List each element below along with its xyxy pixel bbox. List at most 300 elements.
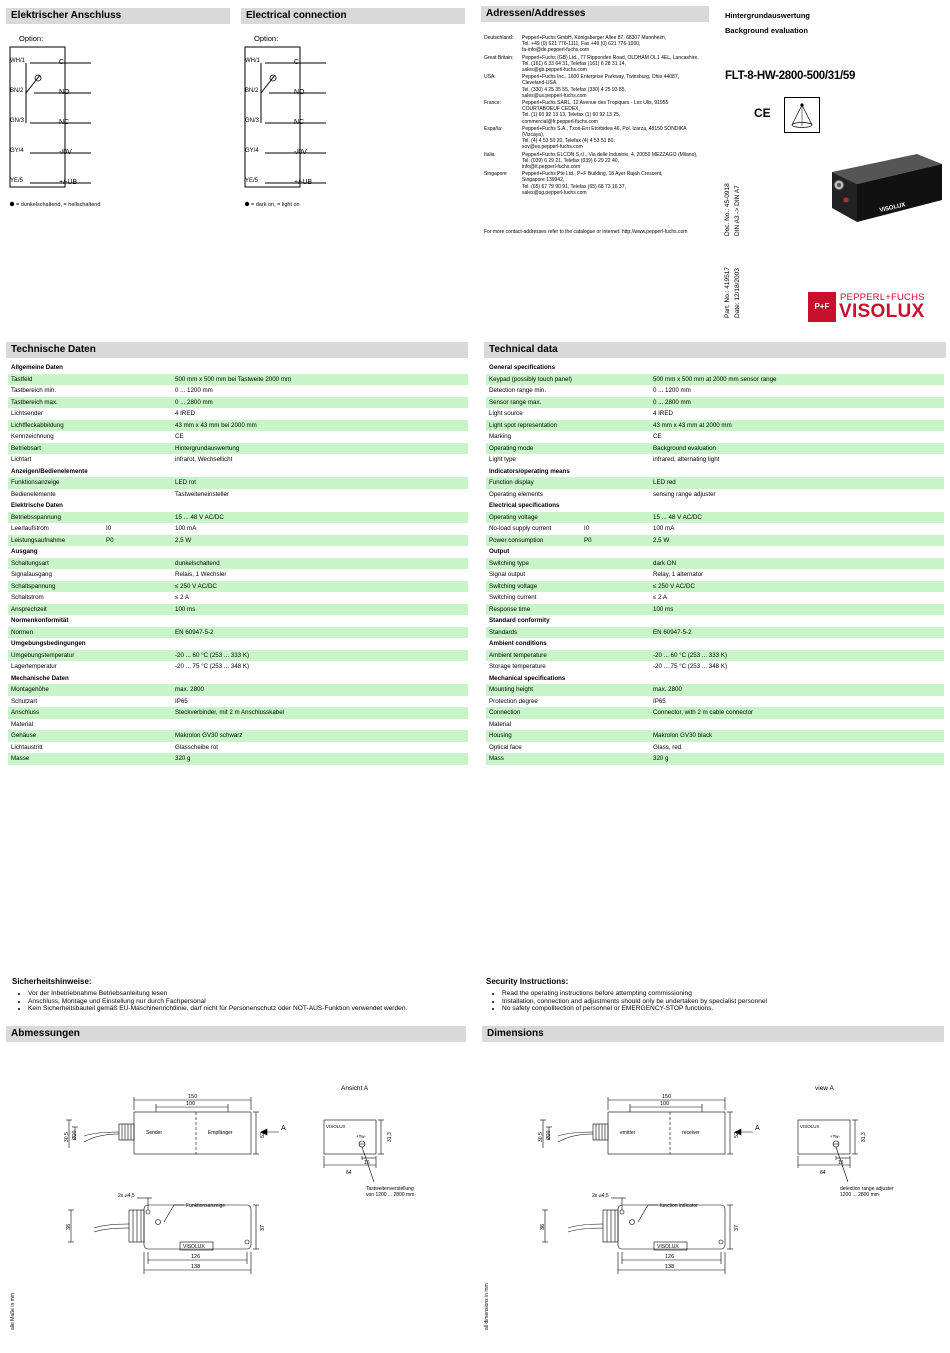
sensor-cone-icon (784, 97, 820, 133)
adjuster-label: 1200 ... 2800 mm (840, 1192, 879, 1198)
dimension-drawing (480, 1052, 920, 1332)
wiring-diagram-en (241, 30, 465, 212)
dimension-label: Ansicht A (341, 1085, 369, 1092)
table-row (486, 454, 944, 466)
row-symbol (581, 673, 650, 685)
row-value: LED red (650, 477, 944, 489)
table-row (8, 408, 468, 420)
row-symbol (581, 615, 650, 627)
table-row (486, 742, 944, 754)
address-country: Italia (484, 151, 495, 158)
row-value: max. 2800 (172, 684, 468, 696)
dimension-label: VISOLUX (800, 1124, 820, 1129)
row-symbol: I0 (584, 525, 590, 533)
dimension-label: 30,5 (538, 1132, 544, 1142)
row-symbol (103, 661, 172, 673)
row-symbol (103, 385, 172, 397)
row-value: -20 ... 60 °C (253 ... 333 K) (650, 650, 944, 662)
row-value: 0 ... 2800 mm (172, 397, 468, 409)
row-value: Glasscheibe rot (175, 743, 218, 751)
row-value (650, 719, 944, 731)
row-label: Anzeigen/Bedienelemente (8, 466, 103, 478)
row-label: Marking (489, 433, 512, 441)
row-symbol (581, 604, 650, 616)
table-row (8, 558, 468, 570)
row-label: Response time (486, 604, 581, 616)
row-value: sensing range adjuster (653, 490, 716, 498)
dark-on-icon (245, 202, 249, 206)
table-section (8, 615, 468, 627)
model-title: FLT-8-HW-2800-500/31/59 (725, 70, 856, 82)
table-row (8, 581, 468, 593)
row-value: Glass, red (653, 743, 682, 751)
row-value: 100 ms (650, 604, 944, 616)
din-label: DIN A3 -> DIN A7 (734, 185, 741, 236)
dimension-label: Sender (146, 1130, 163, 1136)
row-symbol (581, 500, 650, 512)
dimension-label: A (281, 1125, 286, 1132)
row-label: Elektrische Daten (8, 500, 103, 512)
row-value: CE (653, 433, 662, 441)
address-entry (484, 35, 719, 54)
row-label: Housing (486, 730, 581, 742)
row-label: Switching type (486, 558, 581, 570)
row-symbol (103, 684, 172, 696)
row-symbol (103, 730, 172, 742)
table-section (8, 466, 468, 478)
terminal-label: NC (59, 119, 70, 126)
row-value: EN 60947-5-2 (650, 627, 944, 639)
row-value: infrared, alternating light (653, 456, 720, 464)
row-value: 0 ... 1200 mm (653, 387, 691, 395)
address-text: Pepperl+Fuchs (GB) Ltd., 77 Ripponden Road, OLDHAM OL1 4EL, Lancashire, Tel. (161) 6 33 64 31, Telefax (161) 6 28 31 14, sales@gb.pepperl-fuchs.com (522, 54, 699, 74)
table-row (486, 374, 944, 386)
adjuster-label: Tastweitenverstellung (366, 1186, 414, 1192)
address-country: USA: (484, 74, 496, 81)
row-value: 500 mm x 500 mm at 2000 mm sensor range (650, 374, 944, 386)
address-country: Deutschland: (484, 35, 514, 41)
row-symbol (581, 638, 650, 650)
row-label: Ansprechzeit (8, 604, 103, 616)
row-label: Lichtfleckabbildung (8, 420, 103, 432)
row-symbol (103, 477, 172, 489)
table-row (486, 385, 944, 397)
row-label: Ambient conditions (486, 638, 581, 650)
dimension-label: 126 (191, 1254, 201, 1260)
row-value: 320 g (172, 753, 468, 765)
table-section (486, 546, 944, 558)
device-image (812, 150, 944, 226)
list-item: • Vor der Inbetriebnahme Betriebsanleitung lesen (28, 990, 488, 998)
dimension-label: 64 (820, 1170, 826, 1176)
row-value: Tastweiteneinsteller (175, 490, 229, 498)
dimension-label: receiver (682, 1130, 700, 1136)
terminal-label: +/-UB (294, 179, 313, 186)
row-value: IP65 (175, 697, 188, 705)
terminal-label: C (294, 59, 300, 66)
option-label: Option: (254, 34, 279, 43)
row-value (650, 638, 944, 650)
terminal-label: NO (59, 89, 70, 96)
address-entry (484, 74, 719, 99)
dark-on-icon (10, 202, 14, 206)
dimension-label: 100 (660, 1101, 670, 1107)
row-label: Schaltstrom (11, 594, 44, 602)
wiring-legend: = dunkelschaltend, = hellschaltend (16, 202, 101, 208)
row-symbol (103, 431, 172, 443)
row-value (172, 615, 468, 627)
row-symbol (103, 673, 172, 685)
row-value: ≤ 2 A (175, 594, 190, 602)
row-symbol (581, 581, 650, 593)
table-row (486, 696, 944, 708)
row-symbol (581, 466, 650, 478)
row-label: Ausgang (8, 546, 103, 558)
table-row (8, 742, 468, 754)
address-text: Pepperl+Fuchs Pte Ltd., P+F Building, 18 Ayer Rajah Crescent, Singapore 139942, Tel. (65) 67 79 90 91, Telefax (65) 68 73 16 37, sales@sg.pepperl-fuchs.com (522, 171, 663, 196)
row-symbol (581, 592, 650, 604)
row-label: Connection (486, 707, 581, 719)
row-symbol (581, 707, 650, 719)
row-value: IP65 (653, 697, 666, 705)
table-row (486, 420, 944, 432)
table-row (486, 581, 944, 593)
dimension-label: 138 (191, 1264, 201, 1270)
row-label: Leerlaufstrom (11, 525, 49, 533)
address-text: Pepperl+Fuchs Inc., 1600 Enterprise Parkway, Twinsburg, Ohio 44087, Cleveland-USA, Tel. (330) 4 25 35 55, Telefax (330) 4 25 93 85, sales@us.pepperl-fuchs.com (522, 74, 679, 99)
row-label: Tastfeld (8, 374, 103, 386)
device-brand: VISOLUX (879, 202, 907, 214)
date-label: Date: 12/18/2003 (734, 268, 741, 318)
row-label: Betriebsart (8, 443, 103, 455)
row-label: Anschluss (8, 707, 103, 719)
table-row (8, 696, 468, 708)
row-value (172, 638, 468, 650)
address-entry (484, 55, 719, 74)
pin-label: GN/3 (245, 118, 260, 124)
table-section (8, 362, 468, 374)
table-row (8, 753, 468, 765)
row-value: CE (175, 433, 184, 441)
safety-title-de: Sicherheitshinweise: (12, 977, 92, 986)
dimension-label: VISOLUX (326, 1124, 346, 1129)
row-symbol (581, 489, 650, 501)
row-symbol (103, 546, 172, 558)
row-label: Light type (489, 456, 516, 464)
row-value: -20 ... 60 °C (253 ... 333 K) (172, 650, 468, 662)
row-label: Material (11, 720, 34, 728)
row-symbol (103, 443, 172, 455)
table-row (8, 385, 468, 397)
row-symbol (581, 512, 650, 524)
table-row (486, 512, 944, 524)
row-label: Normen (8, 627, 103, 639)
table-section (486, 466, 944, 478)
row-label: Switching current (489, 594, 537, 602)
address-country: France: (484, 100, 501, 107)
table-row (8, 397, 468, 409)
table-row (486, 707, 944, 719)
table-row (486, 397, 944, 409)
table-section (486, 673, 944, 685)
row-label: Masse (8, 753, 103, 765)
row-label: Lichtart (11, 456, 32, 464)
list-item: • Read the operating instructions before attempting commissioning (502, 990, 950, 998)
dims-header-de: Abmessungen (6, 1026, 466, 1042)
ce-mark: CE (754, 106, 771, 120)
row-symbol (103, 650, 172, 662)
row-label: Mechanical specifications (486, 673, 581, 685)
table-row (8, 661, 468, 673)
table-row (8, 684, 468, 696)
table-row (486, 650, 944, 662)
row-symbol (103, 592, 172, 604)
row-value: 100 ms (172, 604, 468, 616)
table-row (486, 730, 944, 742)
dimension-label: all dimensions in mm (484, 1283, 490, 1330)
row-label: Light source (489, 410, 523, 418)
row-label: Signal output (489, 571, 526, 579)
table-row (486, 604, 944, 616)
row-value: LED rot (172, 477, 468, 489)
row-label: Lichtsender (11, 410, 43, 418)
wiring-header-en: Electrical connection (241, 8, 465, 24)
row-label: General specifications (486, 362, 581, 374)
row-value (172, 466, 468, 478)
adjuster-label: detection range adjuster (840, 1186, 894, 1192)
table-row (486, 719, 944, 731)
row-symbol (581, 558, 650, 570)
row-value (172, 546, 468, 558)
dimension-label: function indicator (660, 1203, 698, 1209)
row-label: Schutzart (11, 697, 38, 705)
row-value: ≤ 250 V AC/DC (650, 581, 944, 593)
row-label: Protection degree (489, 697, 538, 705)
row-symbol (581, 719, 650, 731)
table-row (8, 730, 468, 742)
row-value: 100 mA (175, 525, 197, 533)
table-row (8, 592, 468, 604)
safety-title-en: Security Instructions: (486, 977, 569, 986)
row-label: Tastbereich max. (8, 397, 103, 409)
row-value (650, 673, 944, 685)
dimension-label: 64 (346, 1170, 352, 1176)
row-symbol (581, 454, 650, 466)
table-row (8, 431, 468, 443)
tech-header-de: Technische Daten (6, 342, 468, 358)
dimension-label: 36 (540, 1223, 546, 1230)
row-symbol (103, 569, 172, 581)
row-value: Hintergrundauswertung (172, 443, 468, 455)
row-label: Material (489, 720, 512, 728)
table-row (486, 558, 944, 570)
tech-table-de (8, 362, 468, 765)
row-symbol (103, 753, 172, 765)
address-entry (484, 171, 719, 196)
address-country: Great Britain: (484, 54, 514, 61)
row-value: 0 ... 1200 mm (175, 387, 213, 395)
table-row (8, 489, 468, 501)
row-value: Relay, 1 alternator (653, 571, 704, 579)
table-section (486, 615, 944, 627)
table-row (486, 592, 944, 604)
table-row (8, 374, 468, 386)
row-label: Gehäuse (8, 730, 103, 742)
tech-table-en (486, 362, 944, 765)
table-row (486, 684, 944, 696)
row-symbol (103, 500, 172, 512)
pin-label: WH/1 (245, 58, 260, 64)
row-value: dark ON (650, 558, 944, 570)
adjuster-label: von 1200 ... 2800 mm (366, 1192, 415, 1198)
row-value: 15 ... 48 V AC/DC (650, 512, 944, 524)
row-label: Indicators/operating means (486, 466, 581, 478)
table-row (486, 661, 944, 673)
dimension-label: 37 (734, 1224, 740, 1231)
dimension-label: 52 (260, 1131, 266, 1138)
pin-label: YE/5 (245, 178, 259, 184)
dimension-label: 16 (364, 1160, 370, 1166)
addresses-header: Adressen/Addresses (481, 6, 709, 22)
row-value: infrarot, Wechsellicht (175, 456, 233, 464)
dimension-label: 37 (260, 1224, 266, 1231)
table-section (486, 500, 944, 512)
addresses-footer: For more contact-addresses refer to the catalogue or internet: http://www.pepperl-fuchs.com (484, 229, 688, 235)
list-item: • Kein Sicherheitsbauteil gemäß EU-Maschinenrichtlinie, darf nicht für Personenschutz oder NOT-AUS-Funktion verwendet werden. (28, 1005, 488, 1013)
table-row (8, 420, 468, 432)
row-value (650, 362, 944, 374)
row-label: Ambient temperature (486, 650, 581, 662)
row-value: max. 2800 (650, 684, 944, 696)
pf-logo (808, 292, 944, 324)
address-list (484, 35, 719, 197)
terminal-label: -/0V (294, 149, 307, 156)
row-label: Lagertemperatur (11, 663, 57, 671)
address-entry (484, 152, 719, 171)
table-row (8, 512, 468, 524)
row-label: Power consumption (486, 535, 581, 547)
row-label: Detection range min. (489, 387, 547, 395)
row-label: Signalausgang (11, 571, 52, 579)
dimension-label: 31,3 (861, 1132, 867, 1142)
dimension-label: 126 (665, 1254, 675, 1260)
row-label: Keypad (possibly touch panel) (486, 374, 581, 386)
pin-label: GN/3 (10, 118, 25, 124)
dimension-label: Ø20 (72, 1130, 78, 1140)
row-label: Sensor range max. (486, 397, 581, 409)
row-value: Makrolon GV30 black (650, 730, 944, 742)
row-value (172, 362, 468, 374)
row-symbol: P0 (581, 535, 650, 547)
dimension-label: VISOLUX (657, 1244, 679, 1250)
row-value: ≤ 2 A (653, 594, 668, 602)
wiring-legend: = dark on, = light on (251, 202, 300, 208)
dimension-label: 36 (66, 1223, 72, 1230)
address-text: Pepperl+Fuchs S.A., Txori-Erri Etorbidea 46, Pol. Izarza, 48150 SONDIKA (Vizcaya), Tel. (4) 4 53 50 20, Telefax (4) 4 53 51 80, sov@es.pepperl-fuchs.com (522, 125, 687, 151)
logo-brand: PEPPERL+FUCHS (840, 292, 925, 303)
row-value: Connector, with 2 m cable connector (650, 707, 944, 719)
row-symbol (103, 397, 172, 409)
table-row (8, 650, 468, 662)
row-symbol (103, 581, 172, 593)
row-symbol (103, 696, 172, 708)
row-label: Bedienelemente (11, 490, 56, 498)
dimension-label: Funktionsanzeige (186, 1203, 226, 1209)
pin-label: BN/2 (10, 88, 24, 94)
dimension-label: 52 (734, 1131, 740, 1138)
list-item: • Anschluss, Montage und Einstellung nur durch Fachpersonal (28, 998, 488, 1006)
row-symbol (103, 615, 172, 627)
table-row (486, 431, 944, 443)
table-row (8, 523, 468, 535)
row-label: No-load supply current (489, 525, 552, 533)
row-value: ≤ 250 V AC/DC (172, 581, 468, 593)
row-symbol (103, 719, 172, 731)
dimension-label: 100 (186, 1101, 196, 1107)
pin-label: YE/5 (10, 178, 24, 184)
row-symbol: I0 (106, 525, 112, 533)
row-symbol (103, 742, 172, 754)
row-label: Betriebsspannung (8, 512, 103, 524)
list-item: • No safety compolltection of personnel or EMERGENCY-STOP functions. (502, 1005, 950, 1013)
row-label: Standard conformity (486, 615, 581, 627)
row-symbol (103, 512, 172, 524)
row-symbol (581, 696, 650, 708)
row-symbol (581, 362, 650, 374)
row-value: 2,5 W (172, 535, 468, 547)
pin-label: GY/4 (10, 148, 24, 154)
row-symbol (103, 489, 172, 501)
address-country: España: (484, 125, 503, 132)
subtitle-en: Background evaluation (725, 26, 808, 35)
logo-visolux: VISOLUX (839, 301, 925, 322)
dimension-label: view A (815, 1085, 834, 1092)
dimension-label: emitter (620, 1130, 636, 1136)
table-row (486, 627, 944, 639)
row-label: Optical face (489, 743, 522, 751)
dimension-label: 2x ⌀4,5 (592, 1193, 609, 1199)
table-section (8, 500, 468, 512)
row-label: Electrical specifications (486, 500, 581, 512)
table-section (486, 638, 944, 650)
row-label: Switching voltage (486, 581, 581, 593)
row-symbol (581, 753, 650, 765)
safety-list-en (482, 990, 950, 1013)
row-value (650, 546, 944, 558)
table-section (486, 362, 944, 374)
dimension-label: 150 (188, 1094, 198, 1100)
table-row (486, 489, 944, 501)
row-symbol (103, 627, 172, 639)
row-value: Relais, 1 Wechsler (175, 571, 227, 579)
row-label: Schaltspannung (8, 581, 103, 593)
row-label: Leistungsaufnahme (8, 535, 103, 547)
row-value: 43 mm x 43 mm at 2000 mm (650, 420, 944, 432)
row-symbol (103, 362, 172, 374)
table-row (8, 604, 468, 616)
dimension-label: alle Maße in mm (10, 1293, 16, 1330)
doc-label: Doc. No.: 45-0918 (724, 183, 731, 236)
dimension-label: A (755, 1125, 760, 1132)
safety-list-de (8, 990, 488, 1013)
dims-header-en: Dimensions (482, 1026, 944, 1042)
table-row (8, 477, 468, 489)
dimension-label: VISOLUX (183, 1244, 205, 1250)
row-label: Operating mode (486, 443, 581, 455)
table-row (8, 535, 468, 547)
row-label: Schaltungsart (8, 558, 103, 570)
row-symbol (581, 730, 650, 742)
